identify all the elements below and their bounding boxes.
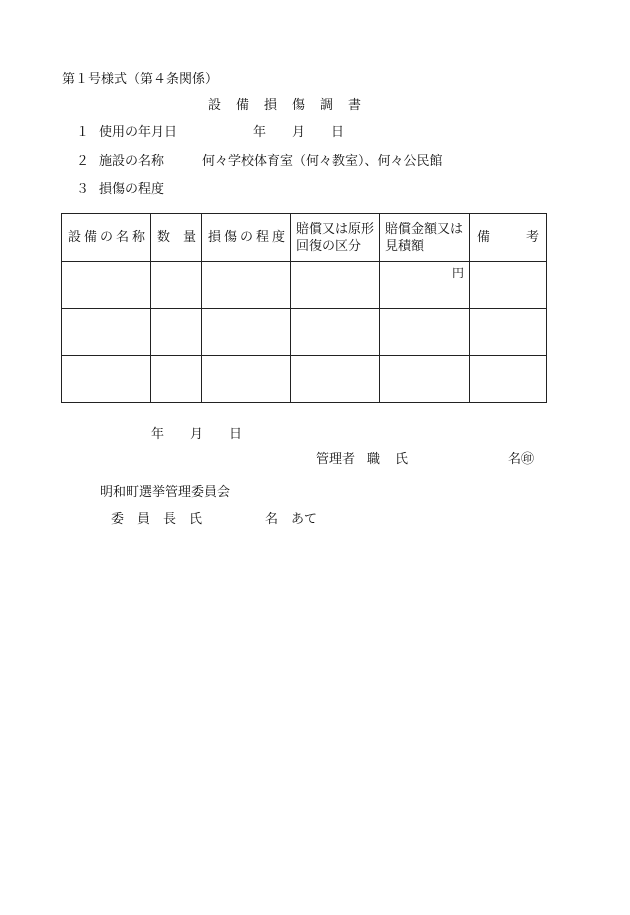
item-value-facility-name: 何々学校体育室（何々教室）、何々公民館 bbox=[202, 154, 443, 169]
header-compensation-amount-line2: 見積額 bbox=[385, 238, 425, 254]
header-compensation-type bbox=[291, 214, 380, 262]
header-char: 考 bbox=[525, 230, 539, 245]
form-label: 第１号様式（第４条関係） bbox=[62, 72, 219, 87]
header-char: 称 bbox=[131, 230, 145, 245]
header-remarks-text bbox=[470, 229, 546, 246]
header-char: 備 bbox=[477, 230, 491, 245]
header-char: 量 bbox=[182, 230, 196, 245]
header-damage-degree bbox=[202, 214, 291, 262]
header-char: 備 bbox=[83, 230, 97, 245]
cell-compensation-amount bbox=[380, 262, 470, 309]
item-label-usage-date: 使用の年月日 bbox=[99, 125, 178, 140]
cell-compensation-amount bbox=[380, 309, 470, 356]
manager-name-prefix: 氏 bbox=[395, 452, 409, 467]
cell-compensation-amount bbox=[380, 356, 470, 403]
committee-name: 明和町選挙管理委員会 bbox=[100, 485, 231, 500]
cell-compensation-type bbox=[291, 309, 380, 356]
header-char: 損 bbox=[208, 230, 222, 245]
cell-quantity bbox=[151, 262, 202, 309]
cell-quantity bbox=[151, 356, 202, 403]
cell-equipment-name bbox=[62, 309, 151, 356]
cell-remarks bbox=[470, 309, 547, 356]
item-number-3: ３ bbox=[76, 182, 90, 197]
header-equipment-name bbox=[62, 214, 151, 262]
cell-quantity bbox=[151, 309, 202, 356]
addressee-title: 委 員 長 bbox=[111, 512, 177, 527]
cell-equipment-name bbox=[62, 262, 151, 309]
cell-damage-degree bbox=[202, 309, 291, 356]
manager-label: 管理者 bbox=[316, 452, 356, 467]
header-char: 度 bbox=[271, 230, 285, 245]
document-title: 設 備 損 傷 調 書 bbox=[208, 98, 363, 113]
header-compensation-type-line1: 賠償又は原形 bbox=[296, 221, 375, 237]
damage-table bbox=[61, 213, 547, 403]
item-value-usage-date: 年 月 日 bbox=[253, 125, 345, 140]
header-char: 設 bbox=[68, 230, 82, 245]
table-row bbox=[62, 309, 547, 356]
cell-compensation-type bbox=[291, 356, 380, 403]
table-header-row bbox=[62, 214, 547, 262]
cell-remarks bbox=[470, 262, 547, 309]
item-label-damage-degree: 損傷の程度 bbox=[99, 182, 165, 197]
cell-damage-degree bbox=[202, 262, 291, 309]
header-char: 傷 bbox=[223, 230, 237, 245]
item-number-1: １ bbox=[76, 125, 90, 140]
addressee-honorific: あて bbox=[291, 512, 318, 527]
header-compensation-amount bbox=[380, 214, 470, 262]
header-char: 程 bbox=[255, 230, 269, 245]
cell-remarks bbox=[470, 356, 547, 403]
header-damage-degree-text bbox=[202, 229, 290, 246]
table-row bbox=[62, 356, 547, 403]
report-date: 年 月 日 bbox=[151, 427, 243, 442]
addressee-name-prefix: 氏 bbox=[189, 512, 203, 527]
header-compensation-type-line2: 回復の区分 bbox=[296, 238, 362, 254]
item-label-facility-name: 施設の名称 bbox=[99, 154, 165, 169]
manager-name-seal: 名㊞ bbox=[508, 452, 535, 467]
manager-title: 職 bbox=[367, 452, 381, 467]
header-equipment-name-text bbox=[62, 229, 150, 246]
header-remarks bbox=[470, 214, 547, 262]
header-quantity bbox=[151, 214, 202, 262]
header-char: 数 bbox=[157, 230, 171, 245]
header-quantity-text bbox=[151, 229, 201, 246]
yen-unit: 円 bbox=[451, 266, 464, 280]
item-number-2: ２ bbox=[76, 154, 90, 169]
header-compensation-amount-line1: 賠償金額又は bbox=[385, 221, 464, 237]
cell-compensation-type bbox=[291, 262, 380, 309]
header-char: 名 bbox=[115, 230, 129, 245]
table-row bbox=[62, 262, 547, 309]
header-char: の bbox=[99, 230, 113, 245]
header-char: の bbox=[239, 230, 253, 245]
addressee-name-suffix: 名 bbox=[265, 512, 279, 527]
cell-equipment-name bbox=[62, 356, 151, 403]
cell-damage-degree bbox=[202, 356, 291, 403]
